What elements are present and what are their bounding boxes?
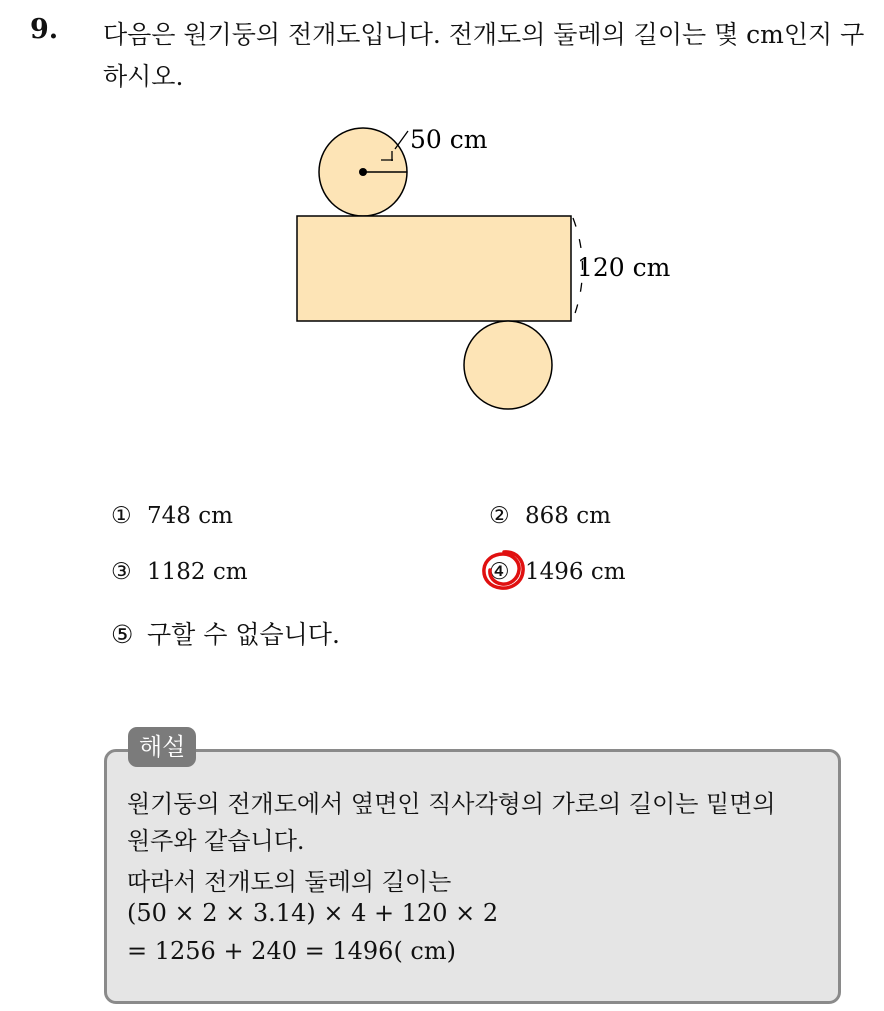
radius-label: 50 cm bbox=[410, 125, 488, 154]
choice-3-text: 1182 cm bbox=[147, 559, 248, 585]
bottom-base-circle bbox=[464, 321, 552, 409]
choice-2-number: ② bbox=[489, 503, 510, 529]
choice-5-number: ⑤ bbox=[111, 620, 134, 649]
center-dot bbox=[359, 168, 367, 176]
choice-1-text: 748 cm bbox=[147, 503, 233, 529]
choice-3[interactable] bbox=[111, 559, 248, 585]
choice-5-text: 구할 수 없습니다. bbox=[147, 620, 340, 649]
choice-3-number: ③ bbox=[111, 559, 132, 585]
solution-line-2: 원주와 같습니다. bbox=[127, 827, 305, 855]
choice-5[interactable] bbox=[111, 615, 340, 651]
choice-4-text: 1496 cm bbox=[525, 559, 626, 585]
question-number: 9. bbox=[30, 14, 59, 45]
cylinder-net-diagram bbox=[0, 0, 884, 470]
solution-tag: 해설 bbox=[128, 727, 196, 767]
solution-line-1: 원기둥의 전개도에서 옆면인 직사각형의 가로의 길이는 밑면의 bbox=[127, 790, 776, 818]
choice-1-number: ① bbox=[111, 503, 132, 529]
solution-line-3: 따라서 전개도의 둘레의 길이는 bbox=[127, 868, 452, 896]
choice-1[interactable] bbox=[111, 503, 233, 529]
side-rectangle bbox=[297, 216, 571, 321]
solution-line-5: = 1256 + 240 = 1496( cm) bbox=[127, 937, 456, 965]
question-text: 다음은 원기둥의 전개도입니다. 전개도의 둘레의 길이는 몇 cm인지 구하시오. bbox=[103, 20, 865, 91]
choice-2-text: 868 cm bbox=[525, 503, 611, 529]
choice-2[interactable] bbox=[489, 503, 611, 529]
answer-circle-mark bbox=[479, 548, 527, 592]
choice-4-number: ④ bbox=[489, 559, 510, 585]
height-label: 120 cm bbox=[577, 253, 671, 282]
solution-line-4: (50 × 2 × 3.14) × 4 + 120 × 2 bbox=[127, 899, 499, 927]
